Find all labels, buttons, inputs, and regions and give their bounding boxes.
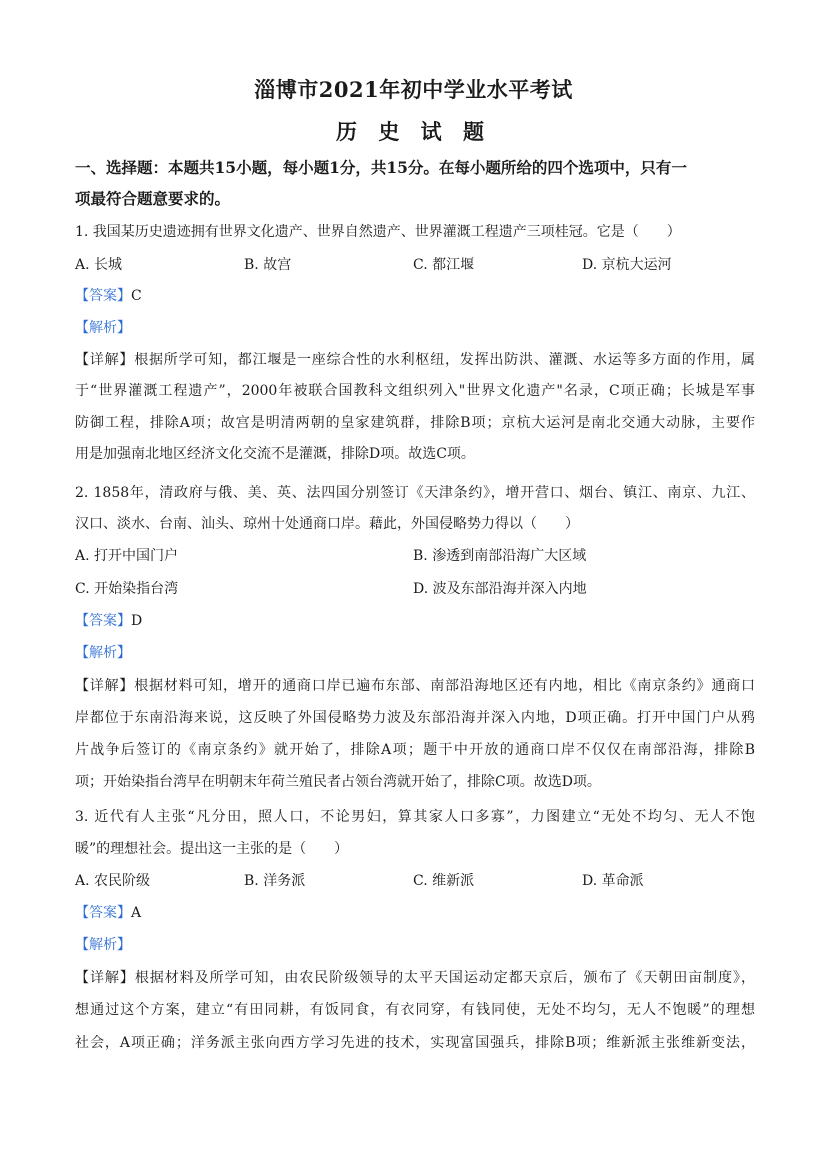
question-2-option-a: A. 打开中国门户 xyxy=(75,548,179,564)
question-3-detail-line: 社会，A项正确；洋务派主张向西方学习先进的技术，实现富国强兵，排除B项；维新派主张维新变法， xyxy=(75,1035,755,1051)
question-2-detail-line: 【详解】根据材料可知，增开的通商口岸已遍布东部、南部沿海地区还有内地，相比《南京条约》通商口 xyxy=(75,678,756,694)
question-1-stem: 1. 我国某历史遗迹拥有世界文化遗产、世界自然遗产、世界灌溉工程遗产三项桂冠。它是（ ） xyxy=(75,224,681,240)
question-1-answer: 【答案】C xyxy=(75,288,142,304)
question-2-option-b: B. 渗透到南部沿海广大区域 xyxy=(413,548,587,564)
question-1-detail-line: 用是加强南北地区经济文化交流不是灌溉，排除D项。故选C项。 xyxy=(75,446,475,462)
question-3-detail-line: 【详解】根据材料及所学可知，由农民阶级领导的太平天国运动定都天京后，颁布了《天朝田亩制度》， xyxy=(75,970,756,986)
exam-subtitle: 历 史 试 题 xyxy=(336,119,491,144)
question-1-option-d: D. 京杭大运河 xyxy=(582,257,672,273)
question-1-detail-line: 防御工程，排除A项；故宫是明清两朝的皇家建筑群，排除B项；京杭大运河是南北交通大动脉，主要作 xyxy=(75,415,755,431)
question-3-option-b: B. 洋务派 xyxy=(244,873,306,889)
question-3-analysis-label: 【解析】 xyxy=(75,937,131,953)
question-2-stem: 2. 1858年，清政府与俄、美、英、法四国分别签订《天津条约》，增开营口、烟台、镇江、南京、九江、 xyxy=(75,485,755,501)
question-3-answer: 【答案】A xyxy=(75,905,142,921)
question-3-option-c: C. 维新派 xyxy=(413,873,475,889)
question-2-detail-line: 岸都位于东南沿海来说，这反映了外国侵略势力波及东部沿海并深入内地，D项正确。打开中国门户从鸦 xyxy=(75,710,755,726)
question-3-detail-line: 想通过这个方案，建立“有田同耕，有饭同食，有衣同穿，有钱同使，无处不均匀，无人不饱暖”的理想 xyxy=(75,1002,755,1018)
question-2-analysis-label: 【解析】 xyxy=(75,645,131,661)
section-heading: 一、选择题：本题共15小题，每小题1分，共15分。在每小题所给的四个选项中，只有一 项最符合题意要求的。 xyxy=(75,158,687,208)
question-2-stem: 汉口、淡水、台南、汕头、琼州十处通商口岸。藉此，外国侵略势力得以（ ） xyxy=(75,516,579,532)
question-1-detail-line: 【详解】根据所学可知，都江堰是一座综合性的水利枢纽，发挥出防洪、灌溉、水运等多方面的作用，属 xyxy=(75,352,756,368)
question-1-option-a: A. 长城 xyxy=(75,257,123,273)
question-3-option-d: D. 革命派 xyxy=(582,873,644,889)
question-2-detail-line: 项；开始染指台湾早在明朝末年荷兰殖民者占领台湾就开始了，排除C项。故选D项。 xyxy=(75,774,601,790)
question-2-detail-line: 片战争后签订的《南京条约》就开始了，排除A项；题干中开放的通商口岸不仅仅在南部沿海，排除B xyxy=(75,742,755,758)
exam-title: 淄博市2021年初中学业水平考试 xyxy=(254,77,573,102)
question-1-analysis-label: 【解析】 xyxy=(75,320,131,336)
question-1-option-b: B. 故宫 xyxy=(244,257,292,273)
question-1-detail-line: 于“世界灌溉工程遗产”，2000年被联合国教科文组织列入"世界文化遗产"名录，C项正确；长城是军事 xyxy=(75,383,755,399)
question-2-answer: 【答案】D xyxy=(75,613,143,629)
question-2-option-d: D. 波及东部沿海并深入内地 xyxy=(413,581,587,597)
question-3-stem: 3. 近代有人主张“凡分田，照人口，不论男妇，算其家人口多寡”，力图建立“无处不均匀、无人不饱 xyxy=(75,809,755,825)
question-3-option-a: A. 农民阶级 xyxy=(75,873,151,889)
question-2-option-c: C. 开始染指台湾 xyxy=(75,581,179,597)
question-1-option-c: C. 都江堰 xyxy=(413,257,475,273)
question-3-stem: 暖”的理想社会。提出这一主张的是（ ） xyxy=(75,841,349,857)
